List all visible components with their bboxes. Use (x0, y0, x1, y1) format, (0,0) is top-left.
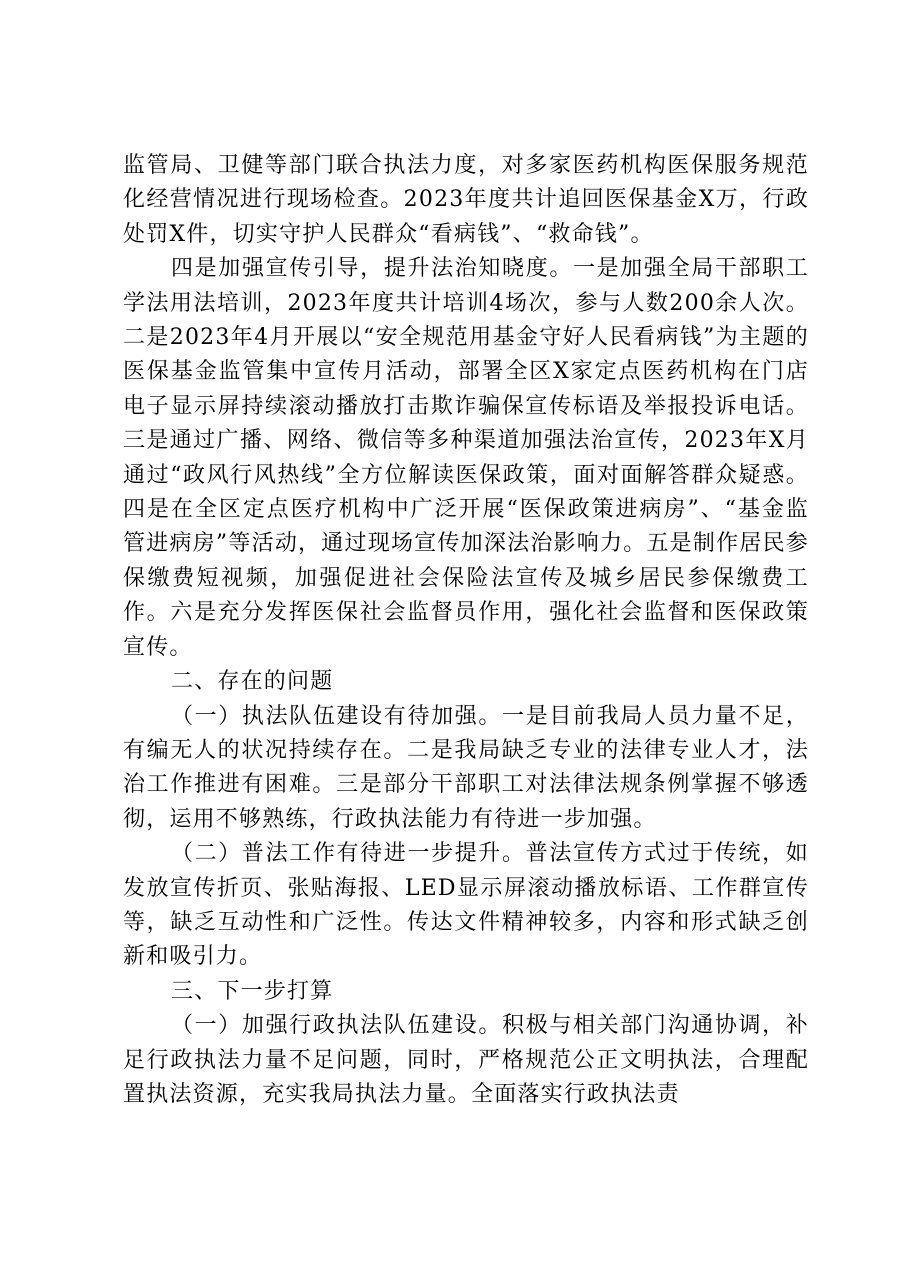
paragraph-enforcement-team (123, 700, 809, 838)
paragraph-body-text: 积极与相关部门沟通协调，补足行政执法力量不足问题，同时，严格规范公正文明执法，合理配置执法资源，充实我局执法力量。全面落实行政执法责 (123, 1013, 809, 1107)
paragraph-lead-phrase: （一）加强行政执法队伍建设。 (171, 1013, 503, 1039)
paragraph-strengthen-team (123, 1009, 809, 1112)
paragraph-continuation: 监管局、卫健等部门联合执法力度，对多家医药机构医保服务规范化经营情况进行现场检查。2023年度共计追回医保基金X万，行政处罚X件，切实守护人民群众“看病钱”、“救命钱”。 (123, 153, 809, 247)
document-page (123, 149, 809, 1112)
paragraph-body-text: 普法宣传方式过于传统，如发放宣传折页、张贴海报、LED显示屏滚动播放标语、工作群宣传等，缺乏互动性和广泛性。传达文件精神较多，内容和形式缺乏创新和吸引力。 (123, 841, 809, 970)
paragraph-law-popularization (123, 837, 809, 975)
paragraph-publicity-guidance: 四是加强宣传引导，提升法治知晓度。一是加强全局干部职工学法用法培训，2023年度共计培训4场次，参与人数200余人次。二是2023年4月开展以“安全规范用基金守好人民看病钱”为主题的医保基金监管集中宣传月活动，部署全区X家定点医药机构在门店电子显示屏持续滚动播放打击欺诈骗保宣传标语及举报投诉电话。三是通过广播、网络、微信等多种渠道加强法治宣传，2023年X月通过“政风行风热线”全方位解读医保政策，面对面解答群众疑惑。四是在全区定点医疗机构中广泛开展“医保政策进病房”、“基金监管进病房”等活动，通过现场宣传加深法治影响力。五是制作居民参保缴费短视频，加强促进社会保险法宣传及城乡居民参保缴费工作。六是充分发挥医保社会监督员作用，强化社会监督和医保政策宣传。 (123, 256, 809, 660)
section-heading-existing-problems: 二、存在的问题 (171, 669, 334, 695)
section-heading-next-steps: 三、下一步打算 (171, 978, 334, 1004)
paragraph-body-text: 一是目前我局人员力量不足，有编无人的状况持续存在。二是我局缺乏专业的法律专业人才，法治工作推进有困难。三是部分干部职工对法律法规条例掌握不够透彻，运用不够熟练，行政执法能力有待进一步加强。 (123, 703, 809, 832)
paragraph-lead-phrase: （二）普法工作有待进一步提升。 (171, 841, 526, 867)
paragraph-lead-phrase: （一）执法队伍建设有待加强。 (171, 703, 503, 729)
